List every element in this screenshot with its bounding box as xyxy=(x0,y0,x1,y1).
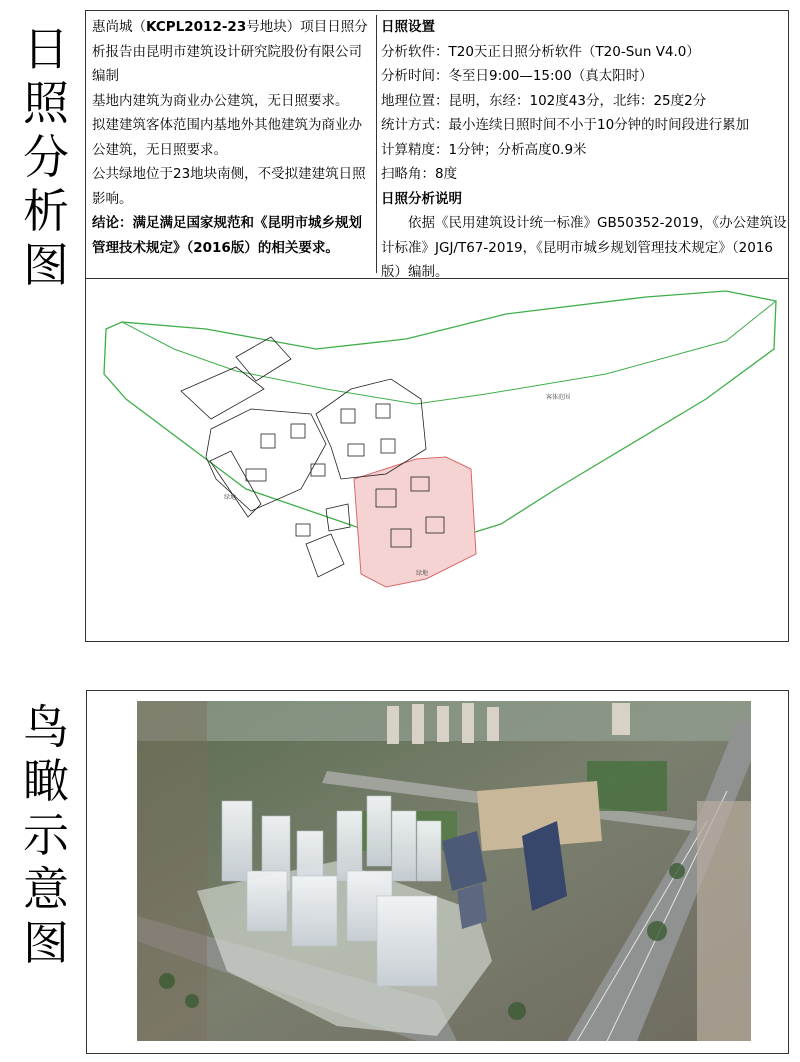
aerial-photo-svg xyxy=(137,701,751,1041)
time-line: 分析时间：冬至日9:00—15:00（真太阳时） xyxy=(381,68,653,84)
aerial-title-char: 瞰 xyxy=(23,754,69,808)
settings-column xyxy=(376,15,791,280)
site-plan-svg xyxy=(86,279,788,641)
software-line: 分析软件：T20天正日照分析软件（T20-Sun V4.0） xyxy=(381,43,700,60)
green-space-note: 公共绿地位于23地块南侧，不受拟建建筑日照影响。 xyxy=(92,166,366,207)
report-summary xyxy=(92,15,375,260)
aerial-title-char: 图 xyxy=(23,916,69,970)
location-line: 地理位置：昆明，东经：102度43分，北纬：25度2分 xyxy=(381,92,707,109)
site-plan-drawing xyxy=(86,279,788,641)
sunlight-title-char: 析 xyxy=(23,184,69,238)
method-line: 统计方式：最小连续日照时间不小于10分钟的时间段进行累加 xyxy=(381,117,750,133)
green-area-label: 绿地 xyxy=(224,494,237,501)
boundary-line xyxy=(122,301,776,404)
sunlight-analysis-title xyxy=(18,22,74,292)
project-site xyxy=(354,457,476,587)
report-intro: 惠尚城（KCPL2012-23号地块）项目日照分析报告由昆明市建筑设计研究院股份有限公司编制 xyxy=(92,19,368,84)
surrounding-building-note: 拟建建筑客体范围内基地外其他建筑为商业办公建筑，无日照要求。 xyxy=(92,117,362,158)
aerial-title-char: 鸟 xyxy=(23,700,69,754)
sunlight-title-char: 日 xyxy=(23,22,69,76)
sunlight-title-char: 分 xyxy=(23,130,69,184)
aerial-view-title xyxy=(18,700,74,970)
sweep-line: 扫略角：8度 xyxy=(381,166,458,182)
site-building-note: 基地内建筑为商业办公建筑，无日照要求。 xyxy=(92,92,349,109)
precision-line: 计算精度：1分钟；分析高度0.9米 xyxy=(381,141,587,158)
road-label: 绿地 xyxy=(416,570,429,577)
range-label: 客体范围 xyxy=(546,394,571,401)
aerial-view-panel xyxy=(86,690,789,1054)
settings-heading: 日照设置 xyxy=(381,19,435,35)
aerial-title-char: 示 xyxy=(23,808,69,862)
aerial-photo xyxy=(137,701,751,1041)
sunlight-title-char: 图 xyxy=(23,238,69,292)
aerial-title-char: 意 xyxy=(23,862,69,916)
notes-text: 依据《民用建筑设计统一标准》GB50352-2019，《办公建筑设计标准》JGJ/T67-2019，《昆明市城乡规划管理技术规定》（2016版）编制。 xyxy=(381,215,787,280)
sunlight-analysis-panel xyxy=(85,10,789,642)
info-table xyxy=(86,11,788,279)
conclusion: 结论：满足满足国家规范和《昆明市城乡规划管理技术规定》（2016版）的相关要求。 xyxy=(92,215,362,256)
notes-heading: 日照分析说明 xyxy=(381,190,462,207)
sunlight-title-char: 照 xyxy=(23,76,69,130)
